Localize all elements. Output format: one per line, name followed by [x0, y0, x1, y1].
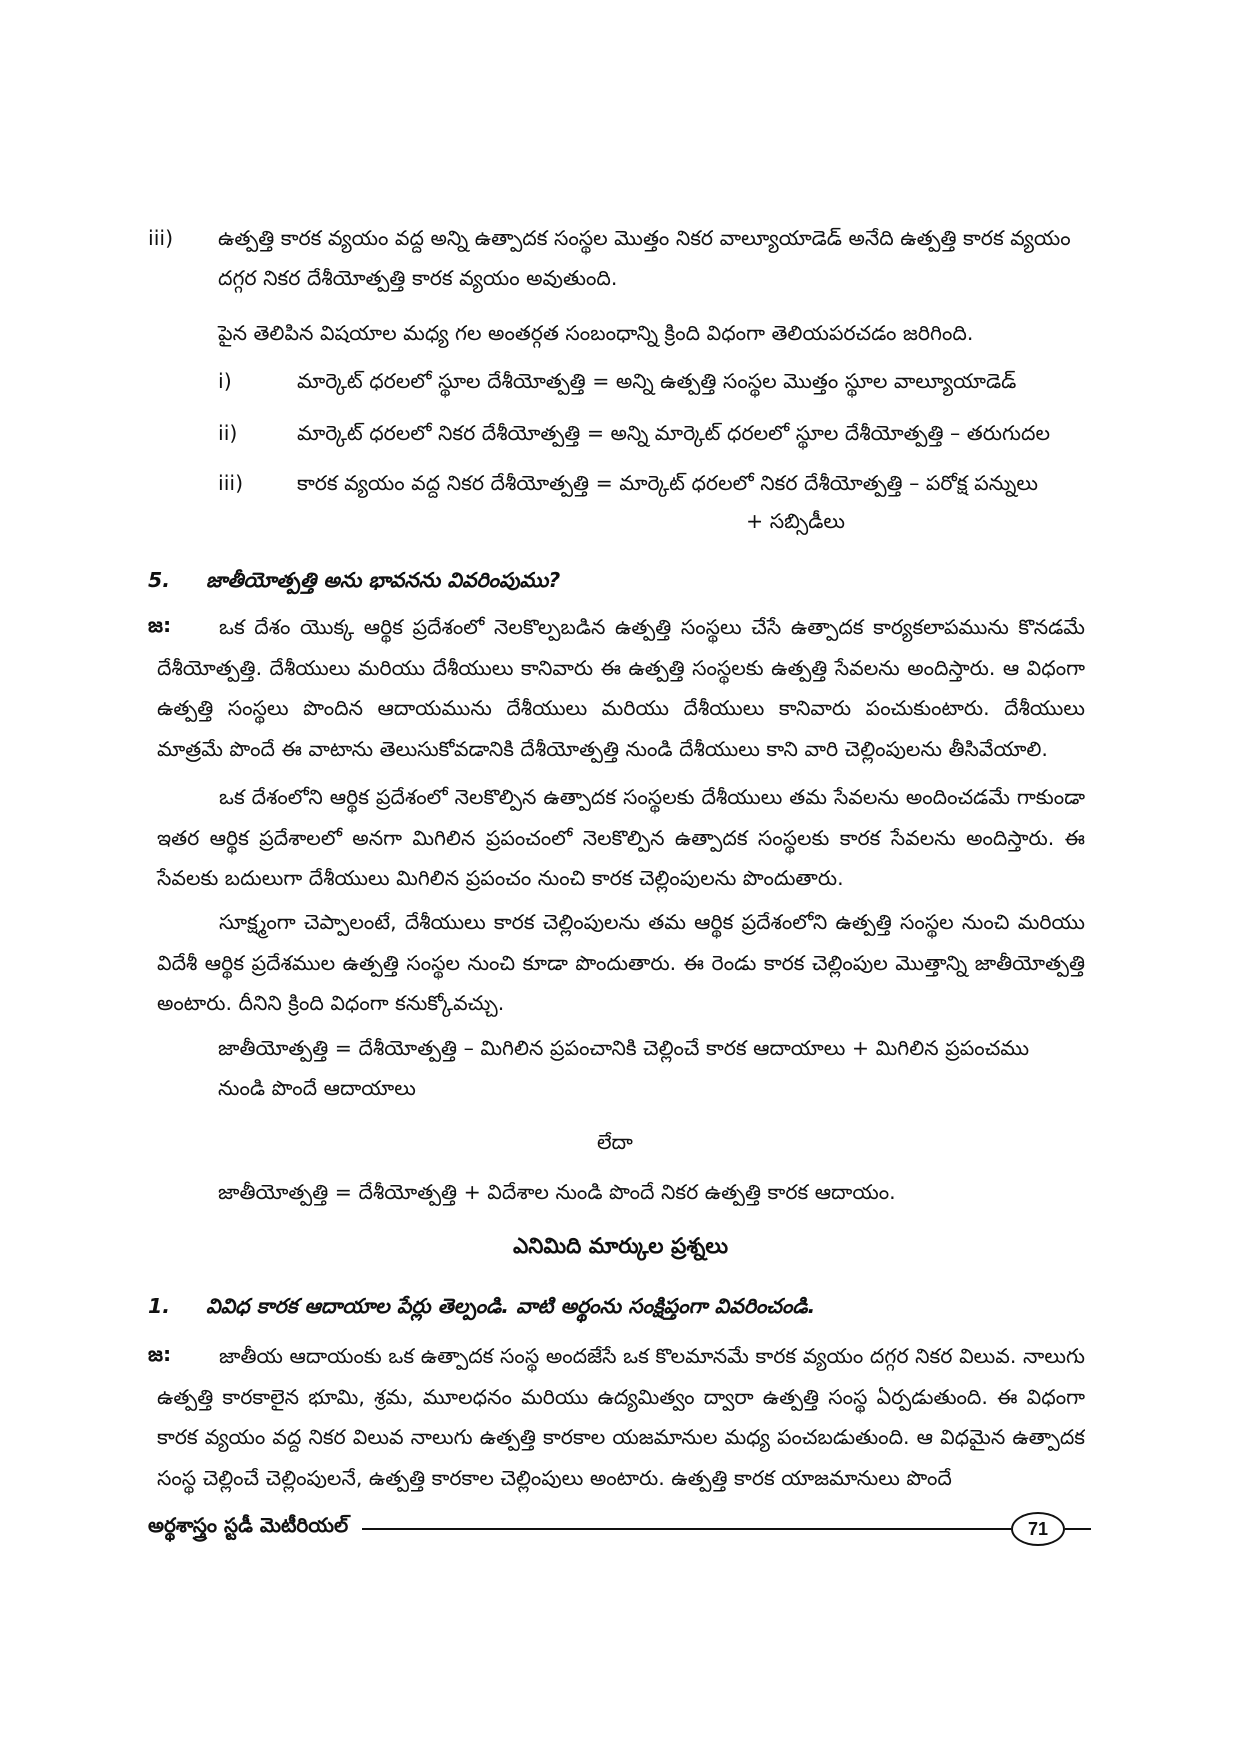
question-heading: వివిధ కారక ఆదాయాల పేర్లు తెల్పండి. వాటి అర్థంను సంక్షిప్తంగా వివరించండి.: [206, 1294, 816, 1318]
relation-text: మార్కెట్ ధరలలో నికర దేశీయోత్పత్తి = అన్ని మార్కెట్ ధరలలో స్థూల దేశీయోత్పత్తి – తరుగుదల: [297, 421, 1051, 445]
footer-rule-right: [1065, 1528, 1091, 1530]
footer-title: అర్థశాస్త్రం స్టడీ మెటీరియల్: [148, 1513, 349, 1537]
answer-paragraph: ఒక దేశంలోని ఆర్థిక ప్రదేశంలో నెలకొల్పిన ఉత్పాదక సంస్థలకు దేశీయులు తమ సేవలను అందించడమే గాకుండా ఇతర ఆర్థిక ప్రదేశాలలో అనగా మిగిలిన ప్రపంచంలో నెలకొల్పిన ఉత్పాదక సంస్థలకు కారక సేవలను అందిస్తారు. ఈ సేవలకు బదులుగా దేశీయులు మిగిలిన ప్రపంచం నుంచి కారక చెల్లింపులను పొందుతారు.: [157, 785, 1085, 890]
formula-line: జాతీయోత్పత్తి = దేశీయోత్పత్తి + విదేశాల నుండి పొందే నికర ఉత్పత్తి కారక ఆదాయం.: [218, 1180, 896, 1204]
or-separator: లేదా: [597, 1130, 633, 1154]
answer-label: జ:: [148, 1342, 172, 1366]
footer-rule-left: [362, 1528, 1011, 1530]
question-number: 5.: [148, 568, 171, 592]
item-label: iii): [148, 226, 174, 250]
answer-paragraph: సూక్ష్మంగా చెప్పాలంటే, దేశీయులు కారక చెల్లింపులను తమ ఆర్థిక ప్రదేశంలోని ఉత్పత్తి సంస్థల నుంచి మరియు విదేశీ ఆర్థిక ప్రదేశముల ఉత్పత్తి సంస్థల నుంచి కూడా పొందుతారు. ఈ రెండు కారక చెల్లింపుల మొత్తాన్ని జాతీయోత్పత్తి అంటారు. దీనిని క్రింది విధంగా కనుక్కోవచ్చు.: [157, 910, 1085, 1015]
relation-text: కారక వ్యయం వద్ద నికర దేశీయోత్పత్తి = మార్కెట్ ధరలలో నికర దేశీయోత్పత్తి – పరోక్ష పన్నులు: [297, 471, 1038, 495]
item-text-line: దగ్గర నికర దేశీయోత్పత్తి కారక వ్యయం అవుతుంది.: [218, 266, 618, 290]
page-number: 71: [1011, 1512, 1065, 1546]
answer-paragraph: ఒక దేశం యొక్క ఆర్థిక ప్రదేశంలో నెలకొల్పబడిన ఉత్పత్తి సంస్థలు చేసే ఉత్పాదక కార్యకలాపమును కొనడమే దేశీయోత్పత్తి. దేశీయులు మరియు దేశీయులు కానివారు ఈ ఉత్పత్తి సంస్థలకు ఉత్పత్తి సేవలను అందిస్తారు. ఆ విధంగా ఉత్పత్తి సంస్థలు పొందిన ఆదాయమును దేశీయులు మరియు దేశీయులు కానివారు పంచుకుంటారు. దేశీయులు మాత్రమే పొందే ఈ వాటాను తెలుసుకోవడానికి దేశీయోత్పత్తి నుండి దేశీయులు కాని వారి చెల్లింపులను తీసివేయాలి.: [157, 615, 1085, 761]
relation-continuation: + సబ్సిడీలు: [746, 509, 846, 533]
answer-paragraph: జాతీయ ఆదాయంకు ఒక ఉత్పాదక సంస్థ అందజేసే ఒక కొలమానమే కారక వ్యయం దగ్గర నికర విలువ. నాలుగు ఉత్పత్తి కారకాలైన భూమి, శ్రమ, మూలధనం మరియు ఉద్యమిత్వం ద్వారా ఉత్పత్తి సంస్థ ఏర్పడుతుంది. ఈ విధంగా కారక వ్యయం వద్ద నికర విలువ నాలుగు ఉత్పత్తి కారకాల యజమానుల మధ్య పంచబడుతుంది. ఆ విధమైన ఉత్పాదక సంస్థ చెల్లించే చెల్లింపులనే, ఉత్పత్తి కారకాల చెల్లింపులు అంటారు. ఉత్పత్తి కారక యాజమానులు పొందే: [157, 1344, 1085, 1490]
relation-label: i): [218, 369, 232, 393]
answer-label: జ:: [148, 613, 172, 637]
item-text-line: ఉత్పత్తి కారక వ్యయం వద్ద అన్ని ఉత్పాదక సంస్థల మొత్తం నికర వాల్యూయాడెడ్ అనేది ఉత్పత్తి కారక వ్యయం: [218, 226, 1071, 250]
relation-text: మార్కెట్ ధరలలో స్థూల దేశీయోత్పత్తి = అన్ని ఉత్పత్తి సంస్థల మొత్తం స్థూల వాల్యూయాడెడ్: [297, 369, 1017, 393]
section-heading: ఎనిమిది మార్కుల ప్రశ్నలు: [512, 1234, 729, 1259]
question-heading: జాతీయోత్పత్తి అను భావనను వివరింపుము?: [206, 568, 561, 592]
formula-line: జాతీయోత్పత్తి = దేశీయోత్పత్తి – మిగిలిన ప్రపంచానికి చెల్లించే కారక ఆదాయాలు + మిగిలిన ప్రపంచము: [218, 1036, 1030, 1060]
formula-line: నుండి పొందే ఆదాయాలు: [218, 1076, 416, 1100]
question-number: 1.: [148, 1294, 171, 1318]
relation-label: ii): [218, 421, 238, 445]
relation-label: iii): [218, 471, 244, 495]
relation-intro: పైన తెలిపిన విషయాల మధ్య గల అంతర్గత సంబంధాన్ని క్రింది విధంగా తెలియపరచడం జరిగింది.: [218, 321, 974, 345]
